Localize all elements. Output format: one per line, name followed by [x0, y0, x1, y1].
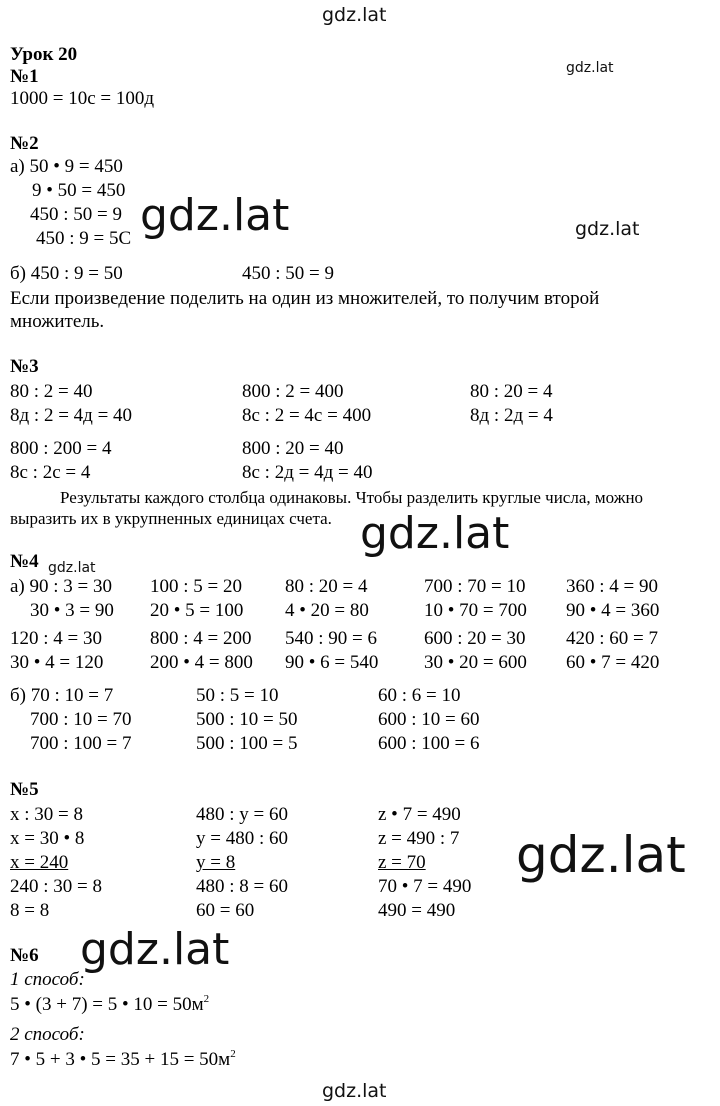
ex4-a-r4c2: 200 • 4 = 800	[150, 652, 253, 673]
ex5-r5c3: 490 = 490	[378, 900, 456, 921]
ex5-r2c3: z = 490 : 7	[378, 828, 460, 849]
ex4-a-r1c1: а) 90 : 3 = 30	[10, 576, 113, 597]
ex3-r3c2: 800 : 20 = 40	[242, 438, 344, 459]
ex6-eq2-sup: 2	[230, 1048, 236, 1060]
watermark-n5-big: gdz.lat	[516, 826, 686, 884]
ex5-r3c1: x = 240	[10, 852, 69, 873]
ex4-a-r1c2: 100 : 5 = 20	[150, 576, 242, 597]
ex2-text1: Если произведение поделить на один из множителей, то получим второй	[10, 288, 600, 309]
ex4-b-r1c2: 50 : 5 = 10	[196, 685, 279, 706]
ex3-r1c3: 80 : 20 = 4	[470, 381, 553, 402]
ex4-a-r4c3: 90 • 6 = 540	[285, 652, 379, 673]
ex1-heading: №1	[10, 66, 39, 87]
ex6-eq2	[10, 1049, 236, 1071]
ex4-a-r3c2: 800 : 4 = 200	[150, 628, 252, 649]
ex3-r1c2: 800 : 2 = 400	[242, 381, 344, 402]
ex2-a2: 9 • 50 = 450	[32, 180, 126, 201]
watermark-n6-big: gdz.lat	[80, 924, 230, 975]
ex4-b-r1c1: б) 70 : 10 = 7	[10, 685, 114, 706]
ex2-a4: 450 : 9 = 5С	[36, 228, 132, 249]
ex5-r5c1: 8 = 8	[10, 900, 50, 921]
watermark-bottom: gdz.lat	[322, 1080, 387, 1102]
ex5-r2c1: x = 30 • 8	[10, 828, 85, 849]
ex2-b1: б) 450 : 9 = 50	[10, 263, 123, 284]
ex4-a-r2c2: 20 • 5 = 100	[150, 600, 244, 621]
ex4-b-r2c2: 500 : 10 = 50	[196, 709, 298, 730]
ex4-a-r3c5: 420 : 60 = 7	[566, 628, 658, 649]
watermark-n2-big: gdz.lat	[140, 190, 290, 241]
ex4-a-r3c1: 120 : 4 = 30	[10, 628, 102, 649]
ex5-r1c1: x : 30 = 8	[10, 804, 83, 825]
ex5-heading: №5	[10, 779, 39, 800]
ex4-a-r1c3: 80 : 20 = 4	[285, 576, 368, 597]
ex4-b-r2c3: 600 : 10 = 60	[378, 709, 480, 730]
ex4-a-r2c5: 90 • 4 = 360	[566, 600, 660, 621]
ex4-a-r3c3: 540 : 90 = 6	[285, 628, 377, 649]
ex5-r1c2: 480 : y = 60	[196, 804, 288, 825]
ex1-line: 1000 = 10с = 100д	[10, 88, 155, 109]
ex4-b-r3c3: 600 : 100 = 6	[378, 733, 480, 754]
watermark-n4-small: gdz.lat	[48, 560, 96, 576]
ex2-a3: 450 : 50 = 9	[30, 204, 122, 225]
ex2-a1: а) 50 • 9 = 450	[10, 156, 123, 177]
ex4-a-r1c4: 700 : 70 = 10	[424, 576, 526, 597]
ex5-r5c2: 60 = 60	[196, 900, 255, 921]
ex2-text2: множитель.	[10, 311, 105, 332]
ex4-a-r4c1: 30 • 4 = 120	[10, 652, 104, 673]
watermark-n3-big: gdz.lat	[360, 508, 510, 559]
ex3-r4c1: 8с : 2с = 4	[10, 462, 91, 483]
ex4-b-r1c3: 60 : 6 = 10	[378, 685, 461, 706]
ex6-way1: 1 способ:	[10, 969, 85, 990]
ex6-eq1-text: 5 • (3 + 7) = 5 • 10 = 50м	[10, 994, 204, 1015]
ex5-r2c2: y = 480 : 60	[196, 828, 288, 849]
ex5-r4c3: 70 • 7 = 490	[378, 876, 472, 897]
ex4-a-r3c4: 600 : 20 = 30	[424, 628, 526, 649]
ex3-text2: выразить их в укрупненных единицах счета.	[10, 509, 332, 528]
ex5-r3c2: y = 8	[196, 852, 236, 873]
ex3-heading: №3	[10, 356, 39, 377]
ex4-b-r2c1: 700 : 10 = 70	[30, 709, 132, 730]
ex5-r4c1: 240 : 30 = 8	[10, 876, 102, 897]
watermark-n1: gdz.lat	[566, 60, 614, 76]
ex4-a-r4c4: 30 • 20 = 600	[424, 652, 527, 673]
ex2-heading: №2	[10, 133, 39, 154]
ex4-b-r3c2: 500 : 100 = 5	[196, 733, 298, 754]
ex2-b2: 450 : 50 = 9	[242, 263, 334, 284]
ex3-r1c1: 80 : 2 = 40	[10, 381, 93, 402]
ex4-a-r1c5: 360 : 4 = 90	[566, 576, 658, 597]
ex6-way2: 2 способ:	[10, 1024, 85, 1045]
ex3-text1: Результаты каждого столбца одинаковы. Чтобы разделить круглые числа, можно	[60, 488, 644, 507]
ex4-a-r2c1: 30 • 3 = 90	[30, 600, 114, 621]
ex3-r2c2: 8с : 2 = 4с = 400	[242, 405, 372, 426]
ex4-a-r2c4: 10 • 70 = 700	[424, 600, 527, 621]
ex3-r2c1: 8д : 2 = 4д = 40	[10, 405, 133, 426]
ex6-eq1-sup: 2	[203, 993, 210, 1005]
ex5-r1c3: z • 7 = 490	[378, 804, 461, 825]
watermark-n2-small: gdz.lat	[575, 218, 640, 240]
ex6-eq1	[10, 994, 209, 1016]
ex4-heading: №4	[10, 551, 39, 572]
ex4-b-r3c1: 700 : 100 = 7	[30, 733, 132, 754]
ex4-a-r2c3: 4 • 20 = 80	[285, 600, 369, 621]
ex6-heading: №6	[10, 945, 39, 966]
ex3-r2c3: 8д : 2д = 4	[470, 405, 553, 426]
ex4-a-r4c5: 60 • 7 = 420	[566, 652, 660, 673]
ex3-r3c1: 800 : 200 = 4	[10, 438, 112, 459]
lesson-title: Урок 20	[10, 44, 78, 65]
ex5-r3c3: z = 70	[378, 852, 426, 873]
watermark-top: gdz.lat	[322, 4, 387, 26]
ex5-r4c2: 480 : 8 = 60	[196, 876, 288, 897]
ex3-r4c2: 8с : 2д = 4д = 40	[242, 462, 373, 483]
ex6-eq2-text: 7 • 5 + 3 • 5 = 35 + 15 = 50м	[10, 1049, 231, 1070]
